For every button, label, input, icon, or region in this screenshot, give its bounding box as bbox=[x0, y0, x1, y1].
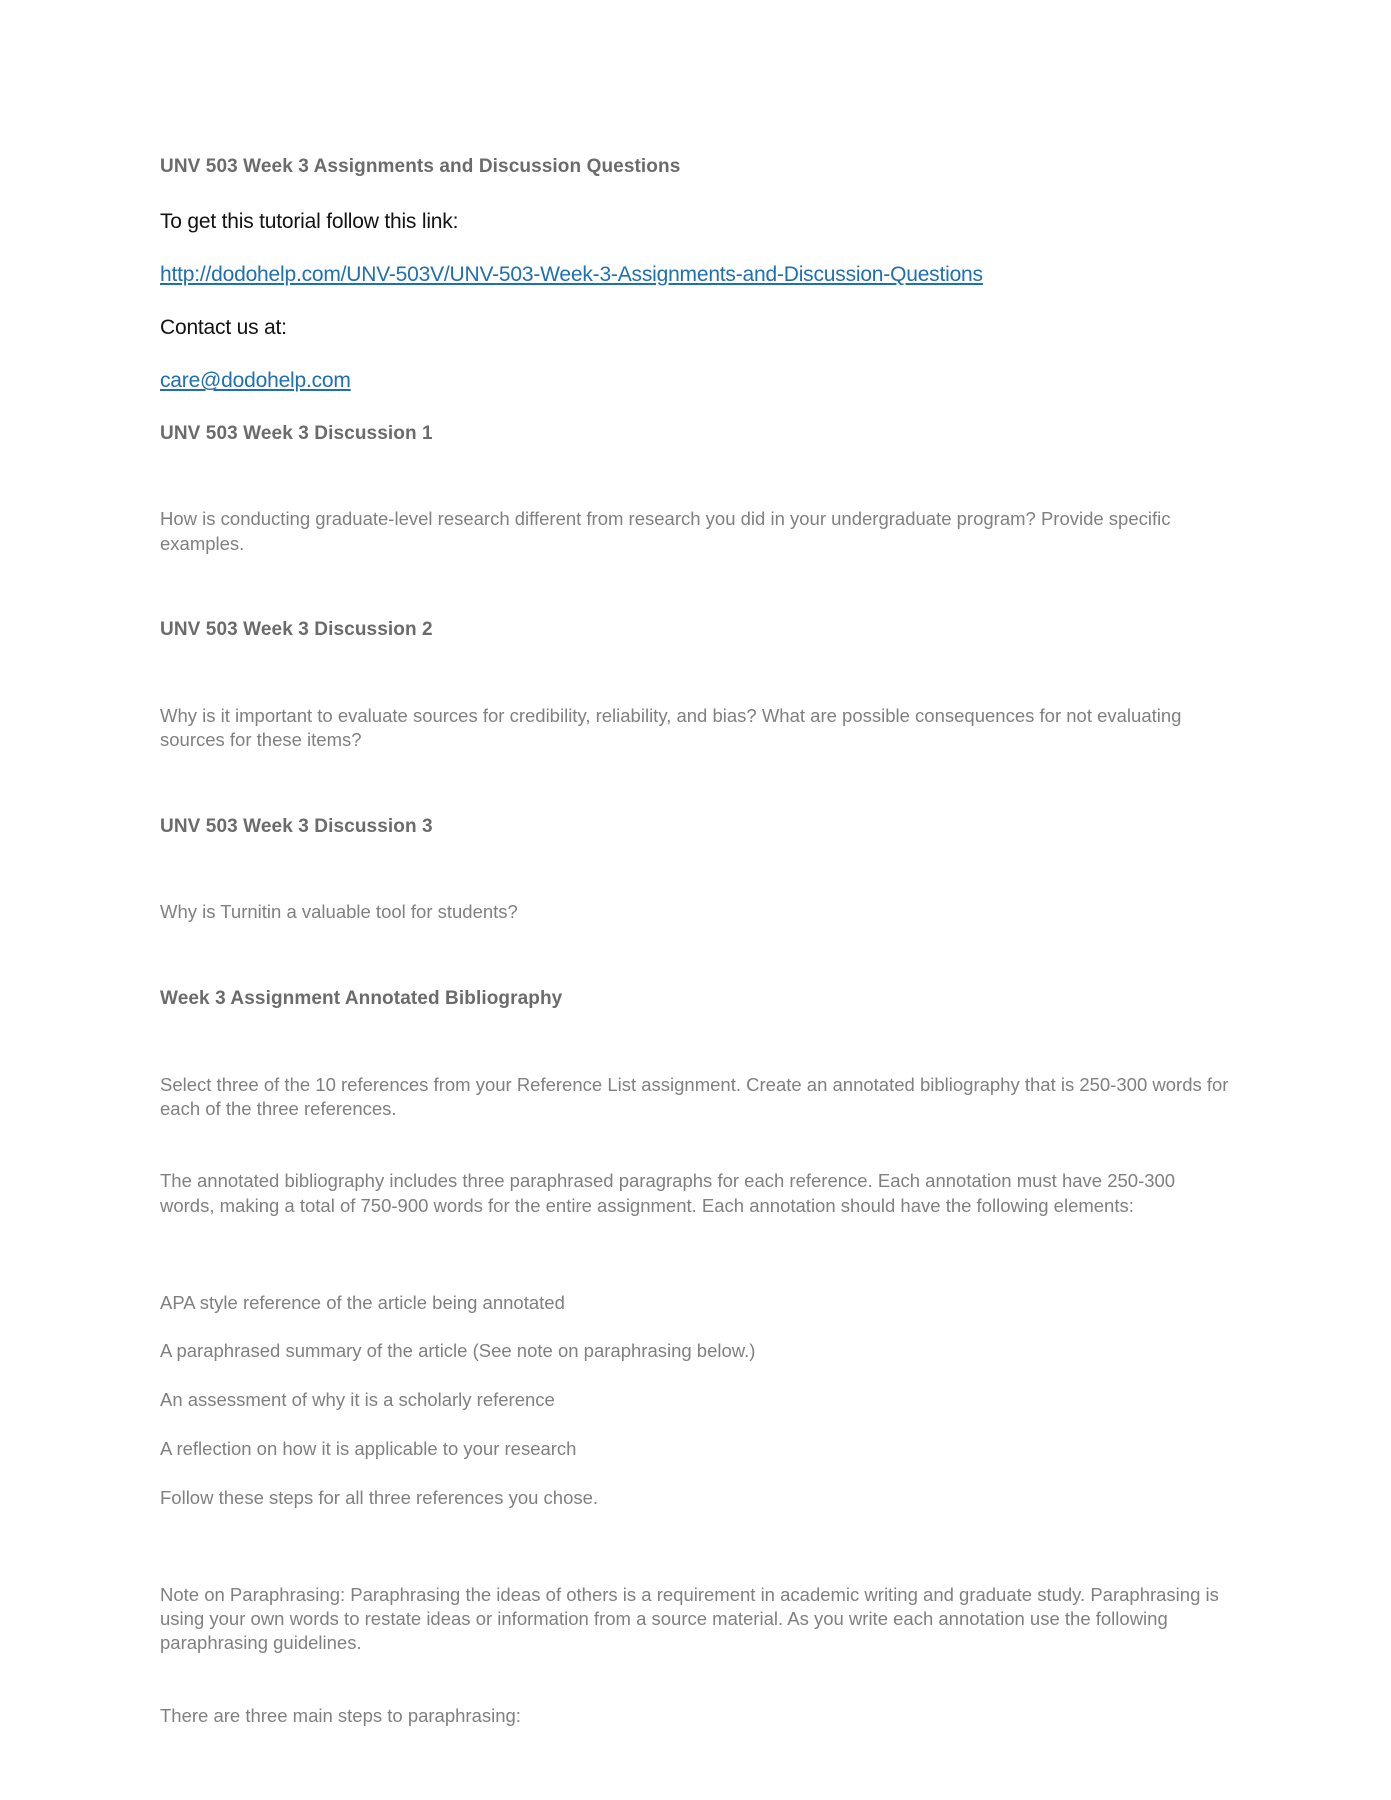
list-item: A reflection on how it is applicable to your research bbox=[160, 1438, 577, 1459]
spacer bbox=[160, 445, 1230, 507]
spacer bbox=[160, 1011, 1230, 1073]
spacer bbox=[160, 753, 1230, 815]
paraphrasing-note-paragraph: Note on Paraphrasing: Paraphrasing the ideas of others is a requirement in academic writing and graduate study. Paraphrasing is using your own words to restate ideas or information from a source material. As you write each annotation use the following paraphrasing guidelines. bbox=[160, 1583, 1219, 1654]
spacer bbox=[160, 642, 1230, 704]
list-item: Follow these steps for all three references you chose. bbox=[160, 1486, 599, 1508]
spacer bbox=[160, 556, 1230, 618]
contact-email-line bbox=[160, 368, 1230, 393]
section-heading-discussion-2: UNV 503 Week 3 Discussion 2 bbox=[160, 619, 433, 641]
annotation-elements-list bbox=[160, 1266, 1230, 1534]
tutorial-instruction-line: To get this tutorial follow this link: bbox=[160, 209, 459, 233]
contact-instruction-line: Contact us at: bbox=[160, 316, 287, 340]
contact-email-link[interactable]: care@dodohelp.com bbox=[160, 369, 351, 393]
section-heading-annotated-bibliography: Week 3 Assignment Annotated Bibliography bbox=[160, 987, 563, 1009]
section-heading-discussion-1: UNV 503 Week 3 Discussion 1 bbox=[160, 422, 433, 444]
list-item: An assessment of why it is a scholarly reference bbox=[160, 1389, 555, 1411]
spacer bbox=[160, 1535, 1230, 1583]
spacer bbox=[160, 1656, 1230, 1704]
annotation-requirements-paragraph: The annotated bibliography includes three paraphrased paragraphs for each reference. Each annotation must have 250-300 words, making a total of 750-900 words for the entire assignment. Each annotation should have the following elements: bbox=[160, 1170, 1176, 1216]
spacer bbox=[160, 925, 1230, 987]
spacer bbox=[160, 1218, 1230, 1266]
list-item: APA style reference of the article being annotated bbox=[160, 1291, 565, 1313]
section-body-discussion-3: Why is Turnitin a valuable tool for students? bbox=[160, 901, 518, 923]
tutorial-link-line bbox=[160, 262, 1230, 287]
list-item: A paraphrased summary of the article (See note on paraphrasing below.) bbox=[160, 1340, 756, 1362]
section-heading-discussion-3: UNV 503 Week 3 Discussion 3 bbox=[160, 815, 433, 837]
tutorial-url-link[interactable]: http://dodohelp.com/UNV-503V/UNV-503-Week-3-Assignments-and-Discussion-Questions bbox=[160, 262, 983, 286]
section-body-annotated-bibliography: Select three of the 10 references from your Reference List assignment. Create an annotated bibliography that is 250-300 words for each of the three references. bbox=[160, 1073, 1229, 1119]
document-body bbox=[160, 155, 1230, 1728]
paraphrasing-steps-intro: There are three main steps to paraphrasing: bbox=[160, 1704, 521, 1726]
spacer bbox=[160, 1121, 1230, 1169]
spacer bbox=[160, 838, 1230, 900]
section-body-discussion-1: How is conducting graduate-level research different from research you did in your undergraduate program? Provide specific examples. bbox=[160, 508, 1171, 554]
page-title: UNV 503 Week 3 Assignments and Discussion Questions bbox=[160, 156, 681, 177]
section-body-discussion-2: Why is it important to evaluate sources for credibility, reliability, and bias? What are possible consequences for not evaluating sources for these items? bbox=[160, 704, 1182, 751]
